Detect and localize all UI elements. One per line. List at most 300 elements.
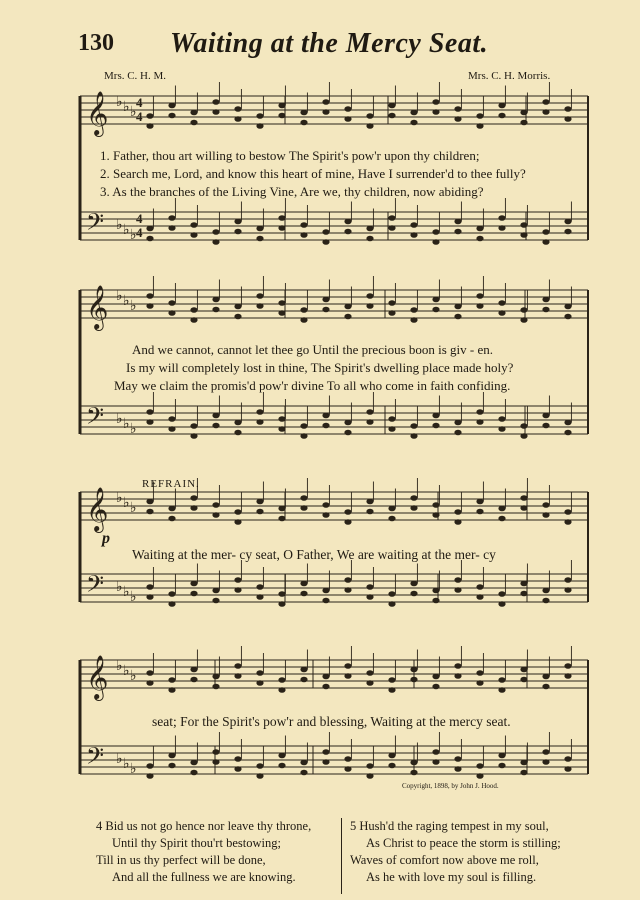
- note-head: [234, 106, 241, 112]
- note-head: [212, 684, 219, 690]
- note-head: [234, 509, 241, 515]
- verse-4-line-4: And all the fullness we are knowing.: [112, 870, 296, 884]
- note-head: [256, 293, 263, 299]
- lyric-line-4-1: seat; For the Spirit's pow'r and blessing, Waiting at the mercy seat.: [152, 714, 511, 729]
- note-head: [300, 581, 307, 587]
- note-head: [168, 687, 175, 693]
- note-head: [476, 763, 483, 769]
- note-head: [498, 591, 505, 597]
- note-head: [366, 409, 373, 415]
- note-head: [498, 225, 505, 231]
- note-head: [388, 516, 395, 522]
- note-head: [168, 677, 175, 683]
- note-head: [234, 587, 241, 593]
- note-head: [366, 123, 373, 129]
- note-head: [432, 229, 439, 235]
- note-head: [212, 413, 219, 419]
- flat-icon: ♭: [123, 100, 130, 115]
- note-head: [344, 577, 351, 583]
- flat-icon: ♭: [130, 299, 137, 314]
- note-head: [146, 509, 153, 515]
- note-head: [256, 303, 263, 309]
- note-head: [476, 113, 483, 119]
- note-head: [432, 413, 439, 419]
- note-head: [388, 687, 395, 693]
- note-head: [344, 106, 351, 112]
- treble-clef-icon: 𝄞: [86, 93, 109, 135]
- note-head: [278, 310, 285, 316]
- note-head: [454, 219, 461, 225]
- note-head: [498, 763, 505, 769]
- note-head: [498, 677, 505, 683]
- note-head: [300, 591, 307, 597]
- note-head: [542, 684, 549, 690]
- note-head: [168, 601, 175, 607]
- note-head: [212, 423, 219, 429]
- note-head: [300, 760, 307, 766]
- note-head: [410, 667, 417, 673]
- note-head: [542, 749, 549, 755]
- treble-clef-icon: 𝄞: [86, 657, 109, 699]
- note-head: [388, 763, 395, 769]
- note-head: [564, 314, 571, 320]
- note-head: [366, 763, 373, 769]
- flat-icon: ♭: [130, 762, 137, 777]
- verse-5-line-1: 5 Hush'd the raging tempest in my soul,: [350, 819, 549, 833]
- note-head: [564, 106, 571, 112]
- note-head: [520, 222, 527, 228]
- note-head: [498, 310, 505, 316]
- note-head: [388, 225, 395, 231]
- note-head: [410, 433, 417, 439]
- verse-5-line-2: As Christ to peace the storm is stilling;: [366, 836, 561, 850]
- note-head: [366, 773, 373, 779]
- note-head: [190, 770, 197, 776]
- note-head: [168, 300, 175, 306]
- note-head: [146, 763, 153, 769]
- note-head: [212, 307, 219, 313]
- time-signature: 4: [136, 109, 143, 124]
- note-head: [322, 674, 329, 680]
- note-head: [388, 215, 395, 221]
- note-head: [168, 591, 175, 597]
- note-head: [498, 103, 505, 109]
- note-head: [256, 113, 263, 119]
- note-head: [366, 499, 373, 505]
- note-head: [278, 426, 285, 432]
- note-head: [410, 677, 417, 683]
- note-head: [234, 577, 241, 583]
- bass-clef-icon: 𝄢: [86, 744, 105, 775]
- note-head: [542, 297, 549, 303]
- note-head: [322, 749, 329, 755]
- note-head: [520, 505, 527, 511]
- flat-icon: ♭: [123, 496, 130, 511]
- note-head: [322, 512, 329, 518]
- note-head: [542, 502, 549, 508]
- note-head: [234, 756, 241, 762]
- note-head: [322, 99, 329, 105]
- refrain-label: REFRAIN.: [142, 478, 200, 490]
- note-head: [476, 680, 483, 686]
- note-head: [322, 423, 329, 429]
- note-head: [234, 229, 241, 235]
- note-head: [366, 670, 373, 676]
- flat-icon: ♭: [116, 659, 123, 674]
- flat-icon: ♭: [123, 223, 130, 238]
- note-head: [366, 293, 373, 299]
- dynamic-marking: p: [102, 530, 110, 547]
- note-head: [410, 232, 417, 238]
- note-head: [278, 103, 285, 109]
- note-head: [410, 222, 417, 228]
- note-head: [234, 219, 241, 225]
- note-head: [564, 766, 571, 772]
- note-head: [190, 232, 197, 238]
- note-head: [168, 113, 175, 119]
- note-head: [234, 766, 241, 772]
- flat-icon: ♭: [116, 218, 123, 233]
- verse-4-line-1: 4 Bid us not go hence nor leave thy throne,: [96, 819, 312, 833]
- flat-icon: ♭: [116, 412, 123, 427]
- note-head: [454, 420, 461, 426]
- note-head: [410, 307, 417, 313]
- note-head: [388, 426, 395, 432]
- note-head: [278, 113, 285, 119]
- note-head: [256, 763, 263, 769]
- note-head: [146, 123, 153, 129]
- note-head: [476, 773, 483, 779]
- note-head: [564, 420, 571, 426]
- note-head: [234, 116, 241, 122]
- note-head: [212, 598, 219, 604]
- note-head: [542, 99, 549, 105]
- treble-clef-icon: 𝄞: [86, 287, 109, 329]
- note-head: [278, 225, 285, 231]
- note-head: [168, 763, 175, 769]
- note-head: [432, 674, 439, 680]
- note-head: [388, 103, 395, 109]
- note-head: [344, 673, 351, 679]
- note-head: [256, 123, 263, 129]
- verse-5-line-3: Waves of comfort now above me roll,: [350, 853, 539, 867]
- note-head: [190, 110, 197, 116]
- note-head: [212, 512, 219, 518]
- note-head: [212, 759, 219, 765]
- note-head: [146, 293, 153, 299]
- time-signature: 4: [136, 211, 143, 226]
- note-head: [410, 495, 417, 501]
- note-head: [388, 506, 395, 512]
- note-head: [344, 430, 351, 436]
- note-head: [454, 314, 461, 320]
- note-head: [432, 512, 439, 518]
- note-head: [520, 581, 527, 587]
- note-head: [542, 674, 549, 680]
- note-head: [454, 430, 461, 436]
- note-head: [190, 307, 197, 313]
- note-head: [476, 293, 483, 299]
- note-head: [212, 239, 219, 245]
- note-head: [476, 499, 483, 505]
- note-head: [212, 229, 219, 235]
- note-head: [454, 106, 461, 112]
- note-head: [520, 495, 527, 501]
- note-head: [542, 229, 549, 235]
- note-head: [542, 598, 549, 604]
- flat-icon: ♭: [116, 491, 123, 506]
- copyright-notice: Copyright, 1898, by John J. Hood.: [402, 782, 499, 790]
- note-head: [168, 516, 175, 522]
- lyric-line-2-2: Is my will completely lost in thine, The Spirit's dwelling place made holy?: [126, 360, 514, 375]
- note-head: [498, 516, 505, 522]
- note-head: [278, 300, 285, 306]
- note-head: [564, 229, 571, 235]
- note-head: [234, 673, 241, 679]
- note-head: [300, 110, 307, 116]
- note-head: [212, 99, 219, 105]
- note-head: [344, 587, 351, 593]
- note-head: [278, 601, 285, 607]
- note-head: [454, 663, 461, 669]
- note-head: [322, 239, 329, 245]
- flat-icon: ♭: [123, 757, 130, 772]
- note-head: [498, 601, 505, 607]
- note-head: [410, 760, 417, 766]
- bass-clef-icon: 𝄢: [86, 572, 105, 603]
- note-head: [498, 506, 505, 512]
- note-head: [432, 423, 439, 429]
- note-head: [168, 310, 175, 316]
- flat-icon: ♭: [116, 580, 123, 595]
- note-head: [498, 300, 505, 306]
- flat-icon: ♭: [123, 417, 130, 432]
- note-head: [256, 509, 263, 515]
- note-head: [366, 226, 373, 232]
- note-head: [322, 297, 329, 303]
- note-head: [322, 588, 329, 594]
- note-head: [498, 687, 505, 693]
- note-head: [366, 509, 373, 515]
- flat-icon: ♭: [123, 664, 130, 679]
- note-head: [520, 232, 527, 238]
- note-head: [300, 317, 307, 323]
- composer-credit: Mrs. C. H. Morris.: [468, 70, 551, 82]
- note-head: [300, 495, 307, 501]
- time-signature: 4: [136, 95, 143, 110]
- note-head: [432, 307, 439, 313]
- note-head: [322, 684, 329, 690]
- note-head: [322, 413, 329, 419]
- note-head: [146, 303, 153, 309]
- note-head: [542, 423, 549, 429]
- note-head: [322, 502, 329, 508]
- note-head: [366, 419, 373, 425]
- note-head: [322, 759, 329, 765]
- note-head: [234, 519, 241, 525]
- note-head: [322, 109, 329, 115]
- note-head: [564, 756, 571, 762]
- note-head: [146, 670, 153, 676]
- flat-icon: ♭: [116, 95, 123, 110]
- note-head: [256, 419, 263, 425]
- note-head: [564, 519, 571, 525]
- verse-5-line-4: As he with love my soul is filling.: [366, 870, 537, 884]
- note-head: [256, 226, 263, 232]
- note-head: [564, 663, 571, 669]
- note-head: [168, 426, 175, 432]
- note-head: [344, 314, 351, 320]
- flat-icon: ♭: [130, 669, 137, 684]
- note-head: [432, 759, 439, 765]
- note-head: [388, 677, 395, 683]
- note-head: [498, 113, 505, 119]
- note-head: [410, 110, 417, 116]
- note-head: [234, 430, 241, 436]
- note-head: [432, 749, 439, 755]
- note-head: [520, 760, 527, 766]
- note-head: [278, 215, 285, 221]
- note-head: [278, 506, 285, 512]
- note-head: [256, 773, 263, 779]
- note-head: [300, 307, 307, 313]
- note-head: [190, 591, 197, 597]
- note-head: [168, 103, 175, 109]
- lyric-line-1-1: 1. Father, thou art willing to bestow The Spirit's pow'r upon thy children;: [100, 148, 480, 163]
- note-head: [476, 419, 483, 425]
- note-head: [432, 588, 439, 594]
- note-head: [432, 99, 439, 105]
- note-head: [410, 317, 417, 323]
- note-head: [212, 109, 219, 115]
- note-head: [256, 680, 263, 686]
- flat-icon: ♭: [130, 228, 137, 243]
- note-head: [498, 426, 505, 432]
- note-head: [476, 123, 483, 129]
- verse-4: [96, 818, 311, 886]
- note-head: [520, 120, 527, 126]
- note-head: [322, 307, 329, 313]
- note-head: [454, 304, 461, 310]
- note-head: [146, 773, 153, 779]
- note-head: [366, 584, 373, 590]
- note-head: [256, 670, 263, 676]
- flat-icon: ♭: [123, 294, 130, 309]
- note-head: [454, 509, 461, 515]
- flat-icon: ♭: [130, 590, 137, 605]
- note-head: [542, 239, 549, 245]
- note-head: [520, 770, 527, 776]
- note-head: [366, 303, 373, 309]
- note-head: [168, 215, 175, 221]
- note-head: [278, 677, 285, 683]
- time-signature: 4: [136, 225, 143, 240]
- note-head: [498, 753, 505, 759]
- note-head: [498, 416, 505, 422]
- note-head: [388, 601, 395, 607]
- note-head: [476, 303, 483, 309]
- note-head: [168, 753, 175, 759]
- note-head: [454, 673, 461, 679]
- flat-icon: ♭: [130, 501, 137, 516]
- note-head: [168, 225, 175, 231]
- note-head: [190, 495, 197, 501]
- note-head: [542, 413, 549, 419]
- note-head: [542, 109, 549, 115]
- note-head: [410, 505, 417, 511]
- note-head: [388, 591, 395, 597]
- note-head: [344, 116, 351, 122]
- note-head: [190, 120, 197, 126]
- note-head: [366, 680, 373, 686]
- note-head: [300, 677, 307, 683]
- note-head: [542, 512, 549, 518]
- note-head: [344, 304, 351, 310]
- note-head: [564, 577, 571, 583]
- bass-clef-icon: 𝄢: [86, 404, 105, 435]
- lyric-line-3-1: Waiting at the mer- cy seat, O Father, We are waiting at the mer- cy: [132, 547, 496, 562]
- note-head: [212, 502, 219, 508]
- note-head: [344, 229, 351, 235]
- note-head: [190, 505, 197, 511]
- note-head: [432, 684, 439, 690]
- verse-divider: [341, 818, 342, 894]
- note-head: [410, 423, 417, 429]
- note-head: [278, 416, 285, 422]
- note-head: [410, 120, 417, 126]
- note-head: [454, 766, 461, 772]
- note-head: [256, 584, 263, 590]
- note-head: [432, 598, 439, 604]
- note-head: [212, 588, 219, 594]
- note-head: [300, 232, 307, 238]
- note-head: [454, 229, 461, 235]
- note-head: [212, 297, 219, 303]
- note-head: [476, 670, 483, 676]
- note-head: [388, 300, 395, 306]
- note-head: [520, 110, 527, 116]
- note-head: [344, 420, 351, 426]
- note-head: [322, 229, 329, 235]
- note-head: [300, 120, 307, 126]
- note-head: [234, 420, 241, 426]
- note-head: [146, 236, 153, 242]
- note-head: [212, 749, 219, 755]
- note-head: [190, 423, 197, 429]
- note-head: [190, 667, 197, 673]
- lyric-line-1-3: 3. As the branches of the Living Vine, Are we, thy children, now abiding?: [100, 184, 484, 199]
- note-head: [542, 307, 549, 313]
- flat-icon: ♭: [116, 752, 123, 767]
- note-head: [564, 116, 571, 122]
- note-head: [476, 236, 483, 242]
- hymn-title: Waiting at the Mercy Seat.: [170, 28, 489, 59]
- note-head: [190, 581, 197, 587]
- note-head: [278, 591, 285, 597]
- note-head: [300, 433, 307, 439]
- note-head: [322, 598, 329, 604]
- note-head: [388, 113, 395, 119]
- note-head: [300, 222, 307, 228]
- note-head: [344, 519, 351, 525]
- note-head: [388, 310, 395, 316]
- note-head: [520, 423, 527, 429]
- note-head: [146, 594, 153, 600]
- note-head: [564, 430, 571, 436]
- note-head: [520, 317, 527, 323]
- note-head: [344, 663, 351, 669]
- note-head: [234, 314, 241, 320]
